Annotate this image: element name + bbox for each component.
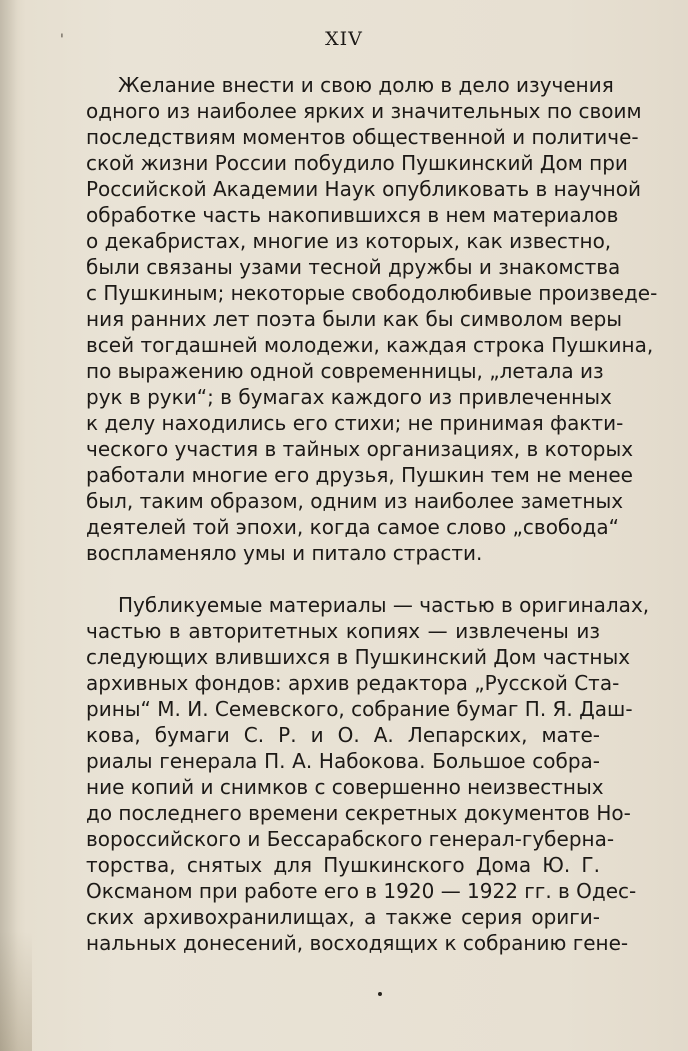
paragraph-one-line: о декабристах, многие из которых, как известно, — [86, 229, 612, 253]
paragraph-two-line: Публикуемые материалы — частью в оригиналах, — [118, 593, 650, 617]
paragraph-one-line: воспламеняло умы и питало страсти. — [86, 541, 483, 565]
paragraph-two-line: ских архивохранилищах, а также серия ориги- — [86, 905, 600, 929]
paragraph-one-line: работали многие его друзья, Пушкин тем не менее — [86, 463, 633, 487]
page-stain — [0, 931, 32, 1051]
paragraph-one-line: ской жизни России побудило Пушкинский Дом при — [86, 151, 628, 175]
page-number-header: XIV — [325, 28, 363, 50]
paragraph-one — [86, 72, 658, 566]
paragraph-one-line: рук в руки“; в бумагах каждого из привлеченных — [86, 385, 612, 409]
paragraph-two-line: ние копий и снимков с совершенно неизвестных — [86, 775, 604, 799]
paragraph-two-line: архивных фондов: архив редактора „Русской Ста- — [86, 671, 620, 695]
paragraph-one-line: были связаны узами тесной дружбы и знакомства — [86, 255, 621, 279]
paragraph-two-line: торства, снятых для Пушкинского Дома Ю. Г. — [86, 853, 600, 877]
paragraph-one-line: с Пушкиным; некоторые свободолюбивые произведе- — [86, 281, 658, 305]
paragraph-two-line: частью в авторитетных копиях — извлечены из — [86, 619, 600, 643]
paragraph-one-line: Желание внести и свою долю в дело изучения — [118, 73, 614, 97]
paragraph-one-line: деятелей той эпохи, когда самое слово „свобода“ — [86, 515, 619, 539]
paragraph-two-line: следующих влившихся в Пушкинский Дом частных — [86, 645, 631, 669]
printer-mark — [378, 992, 382, 996]
paragraph-one-line: ния ранних лет поэта были как бы символом веры — [86, 307, 623, 331]
paragraph-one-line: по выражению одной современницы, „летала из — [86, 359, 604, 383]
paragraph-one-line: был, таким образом, одним из наиболее заметных — [86, 489, 624, 513]
paragraph-two-line: рины“ М. И. Семевского, собрание бумаг П. Я. Даш- — [86, 697, 633, 721]
paragraph-two-line: нальных донесений, восходящих к собранию гене- — [86, 931, 629, 955]
margin-mark: ' — [60, 32, 64, 48]
paragraph-one-line: одного из наиболее ярких и значительных по своим — [86, 99, 642, 123]
paragraph-two-line: Оксманом при работе его в 1920 — 1922 гг. в Одес- — [86, 879, 637, 903]
paragraph-two-line: вороссийского и Бессарабского генерал-губерна- — [86, 827, 615, 851]
paragraph-one-line: последствиям моментов общественной и политиче- — [86, 125, 639, 149]
paragraph-two — [86, 592, 650, 956]
paragraph-one-line: всей тогдашней молодежи, каждая строка Пушкина, — [86, 333, 654, 357]
paragraph-two-line: риалы генерала П. А. Набокова. Большое собра- — [86, 749, 600, 773]
paragraph-two-line: до последнего времени секретных документов Но- — [86, 801, 631, 825]
paragraph-one-line: Российской Академии Наук опубликовать в научной — [86, 177, 641, 201]
paragraph-one-line: ческого участия в тайных организациях, в которых — [86, 437, 634, 461]
page-gutter-shadow — [0, 0, 18, 1051]
paragraph-one-line: к делу находились его стихи; не принимая факти- — [86, 411, 624, 435]
paragraph-two-line: кова, бумаги С. Р. и О. А. Лепарских, мате- — [86, 723, 600, 747]
paragraph-one-line: обработке часть накопившихся в нем материалов — [86, 203, 619, 227]
